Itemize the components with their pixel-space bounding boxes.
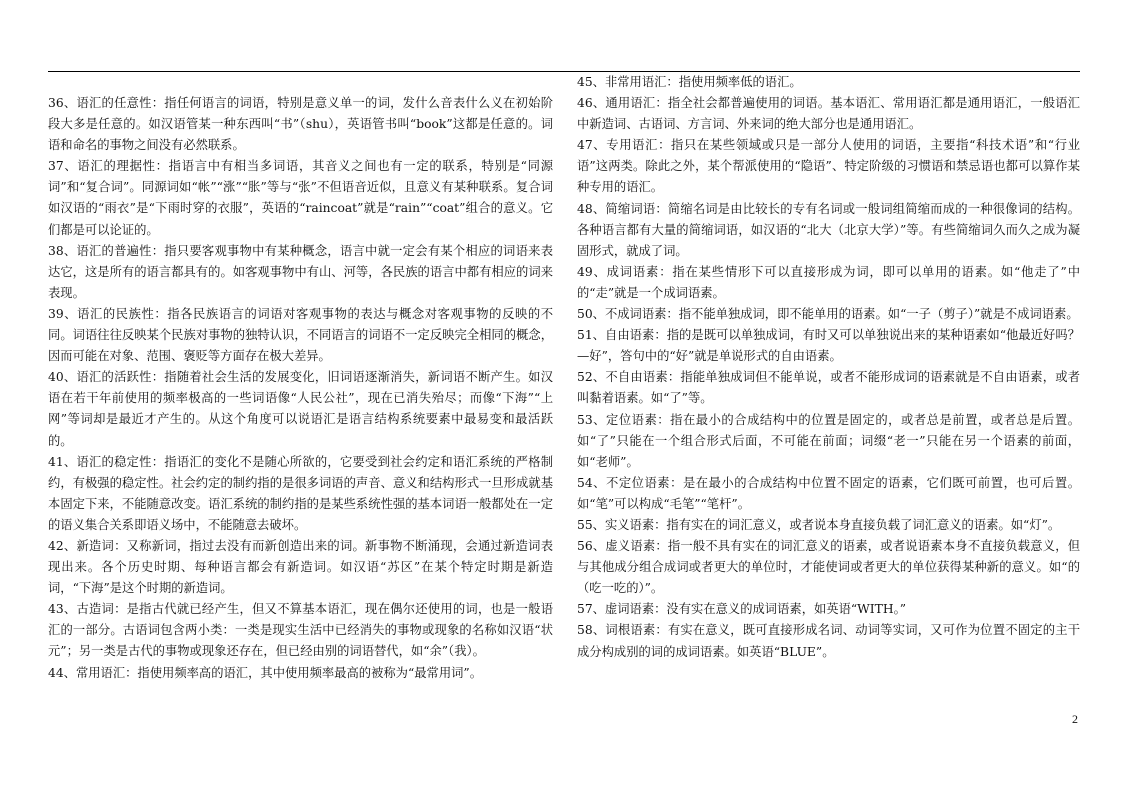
term-entry-40: 40、语汇的活跃性：指随着社会生活的发展变化，旧词语逐渐消失，新词语不断产生。如汉语在若干年前使用的频率极高的一些词语像“人民公社”，现在已消失殆尽；而像“下海”“上网”等词却是最近才产生的。从这个角度可以说语汇是语言结构系统要素中最易变和最活跃的。 — [48, 370, 553, 448]
term-entry-53: 53、定位语素：指在最小的合成结构中的位置是固定的，或者总是前置，或者总是后置。如“了”只能在一个组合形式后面，不可能在前面；词缀“老一”只能在另一个语素的前面，如“老师”。 — [577, 412, 1080, 469]
term-entry-48: 48、简缩词语：简缩名词是由比较长的专有名词或一般词组简缩而成的一种很像词的结构。各种语言都有大量的简缩词语，如汉语的“北大（北京大学）”等。有些简缩词久而久之成为凝固形式，就成了词。 — [577, 201, 1080, 258]
term-entry-39: 39、语汇的民族性：指各民族语言的词语对客观事物的表达与概念对客观事物的反映的不同。词语往往反映某个民族对事物的独特认识，不同语言的词语不一定反映完全相同的概念，因而可能在对象、范围、褒贬等方面存在极大差异。 — [48, 306, 553, 364]
term-entry-56: 56、虚义语素：指一般不具有实在的词汇意义的语素，或者说语素本身不直接负载意义，但与其他成分组合成词或者更大的单位时，才能使词或者更大的单位获得某种新的意义。如“的（吃一吃的）”。 — [577, 539, 1080, 596]
term-entry-55: 55、实义语素：指有实在的词汇意义，或者说本身直接负载了词汇意义的语素。如“灯”。 — [577, 517, 1061, 532]
term-entry-46: 46、通用语汇：指全社会都普遍使用的词语。基本语汇、常用语汇都是通用语汇，一般语汇中新造词、古语词、方言词、外来词的绝大部分也是通用语汇。 — [577, 96, 1080, 132]
term-entry-37: 37、语汇的理据性：指语言中有相当多词语，其音义之间也有一定的联系，特别是“同源词”和“复合词”。同源词如“帐”“涨”“胀”等与“张”不但语音近似，且意义有某种联系。复合词如汉语的“雨衣”是“下雨时穿的衣服”，英语的“raincoat”就是“rain”“coat”组合的意义。它们都是可以论证的。 — [48, 159, 553, 237]
term-entry-51: 51、自由语素：指的是既可以单独成词，有时又可以单独说出来的某种语素如“他最近好吗？—好”，答句中的“好”就是单说形式的自由语素。 — [577, 328, 1080, 364]
term-entry-44: 44、常用语汇：指使用频率高的语汇，其中使用频率最高的被称为“最常用词”。 — [48, 665, 483, 680]
term-entry-50: 50、不成词语素：指不能单独成词，即不能单用的语素。如“一子（剪子）”就是不成词语素。 — [577, 307, 1079, 322]
term-entry-43: 43、古造词：是指古代就已经产生，但又不算基本语汇，现在偶尔还使用的词，也是一般语汇的一部分。古语词包含两小类：一类是现实生活中已经消失的事物或现象的名称如汉语“状元”；另一类是古代的事物或现象还存在，但已经由别的词语替代，如“余”（我）。 — [48, 602, 553, 659]
term-entry-54: 54、不定位语素：是在最小的合成结构中位置不固定的语素，它们既可前置，也可后置。如“笔”可以构成“毛笔”“笔杆”。 — [577, 475, 1080, 511]
term-entry-45: 45、非常用语汇：指使用频率低的语汇。 — [577, 75, 802, 89]
term-entry-47: 47、专用语汇：指只在某些领域或只是一部分人使用的词语，主要指“科技术语”和“行业语”这两类。除此之外，某个帮派使用的“隐语”、特定阶级的习惯语和禁忌语也都可以算作某种专用的语汇。 — [577, 138, 1080, 195]
term-entry-41: 41、语汇的稳定性：指语汇的变化不是随心所欲的，它要受到社会约定和语汇系统的严格制约，有极强的稳定性。社会约定的制约指的是很多词语的声音、意义和结构形式一旦形成就基本固定下来，不能随意改变。语汇系统的制约指的是某些系统性强的基本词语一般都处在一定的语义集合关系即语义场中，不能随意去破坏。 — [48, 454, 553, 532]
term-entry-57: 57、虚词语素：没有实在意义的成词语素，如英语“WITH。” — [577, 602, 907, 617]
page-number: 2 — [1072, 712, 1078, 726]
term-entry-49: 49、成词语素：指在某些情形下可以直接形成为词，即可以单用的语素。如“他走了”中的“走”就是一个成词语素。 — [577, 264, 1080, 300]
term-entry-42: 42、新造词：又称新词，指过去没有而新创造出来的词。新事物不断涌现，会通过新造词表现出来。各个历史时期、每种语言都会有新造词。如汉语“苏区”在某个特定时期是新造词，“下海”是这个时期的新造词。 — [48, 538, 553, 596]
term-entry-52: 52、不自由语素：指能单独成词但不能单说，或者不能形成词的语素就是不自由语素，或者叫黏着语素。如“了”等。 — [577, 370, 1080, 406]
term-entry-36: 36、语汇的任意性：指任何语言的词语，特别是意义单一的词，发什么音表什么义在初始阶段大多是任意的。如汉语管某一种东西叫“书”（shu），英语管书叫“book”这都是任意的。词语和命名的事物之间没有必然联系。 — [48, 96, 553, 153]
right-column — [577, 72, 1080, 663]
left-column — [48, 93, 553, 684]
term-entry-38: 38、语汇的普遍性：指只要客观事物中有某种概念，语言中就一定会有某个相应的词语来表达它，这是所有的语言都具有的。如客观事物中有山、河等，各民族的语言中都有相应的词来表现。 — [48, 243, 553, 300]
term-entry-58: 58、词根语素：有实在意义，既可直接形成名词、动词等实词，又可作为位置不固定的主干成分构成别的词的成词语素。如英语“BLUE”。 — [577, 623, 1080, 659]
